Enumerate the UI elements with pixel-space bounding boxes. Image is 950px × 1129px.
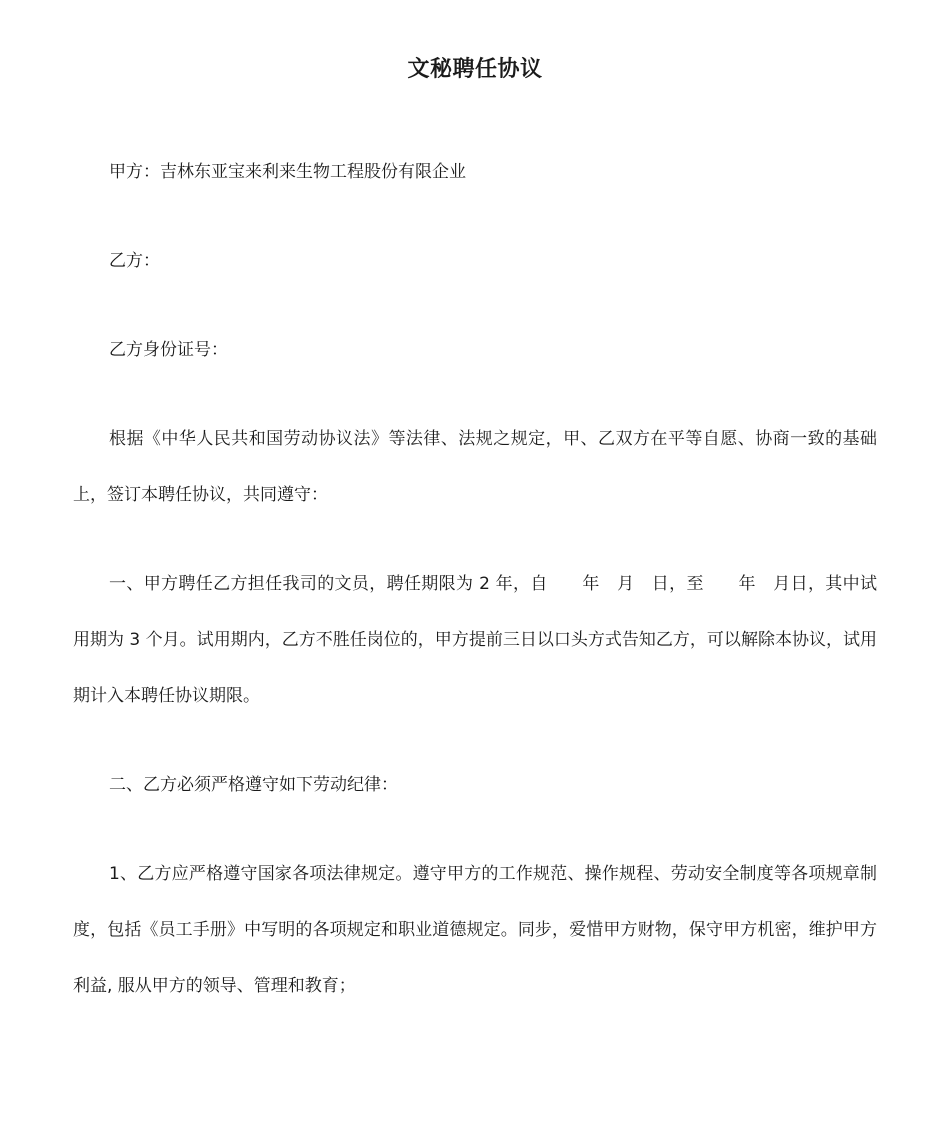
- rule-1-paragraph: 1、乙方应严格遵守国家各项法律规定。遵守甲方的工作规范、操作规程、劳动安全制度等各项规章制度，包括《员工手册》中写明的各项规定和职业道德规定。同步，爱惜甲方财物，保守甲方机密，维护甲方利益, 服从甲方的领导、管理和教育；: [73, 864, 877, 996]
- party-b-line: 乙方：: [109, 251, 160, 271]
- intro-paragraph: 根据《中华人民共和国劳动协议法》等法律、法规之规定，甲、乙双方在平等自愿、协商一致的基础上，签订本聘任协议，共同遵守：: [73, 429, 877, 505]
- party-a-line: 甲方：吉林东亚宝来利来生物工程股份有限企业: [109, 162, 466, 182]
- document-title: 文秘聘任协议: [407, 57, 543, 82]
- clause-2-paragraph: 二、乙方必须严格遵守如下劳动纪律：: [109, 775, 398, 795]
- party-b-id-line: 乙方身份证号：: [109, 340, 228, 360]
- clause-1-paragraph: 一、甲方聘任乙方担任我司的文员，聘任期限为 2 年，自 年 月 日，至 年 月日，其中试用期为 3 个月。试用期内，乙方不胜任岗位的，甲方提前三日以口头方式告知乙方，可以解除本协议，试用期计入本聘任协议期限。: [73, 574, 877, 706]
